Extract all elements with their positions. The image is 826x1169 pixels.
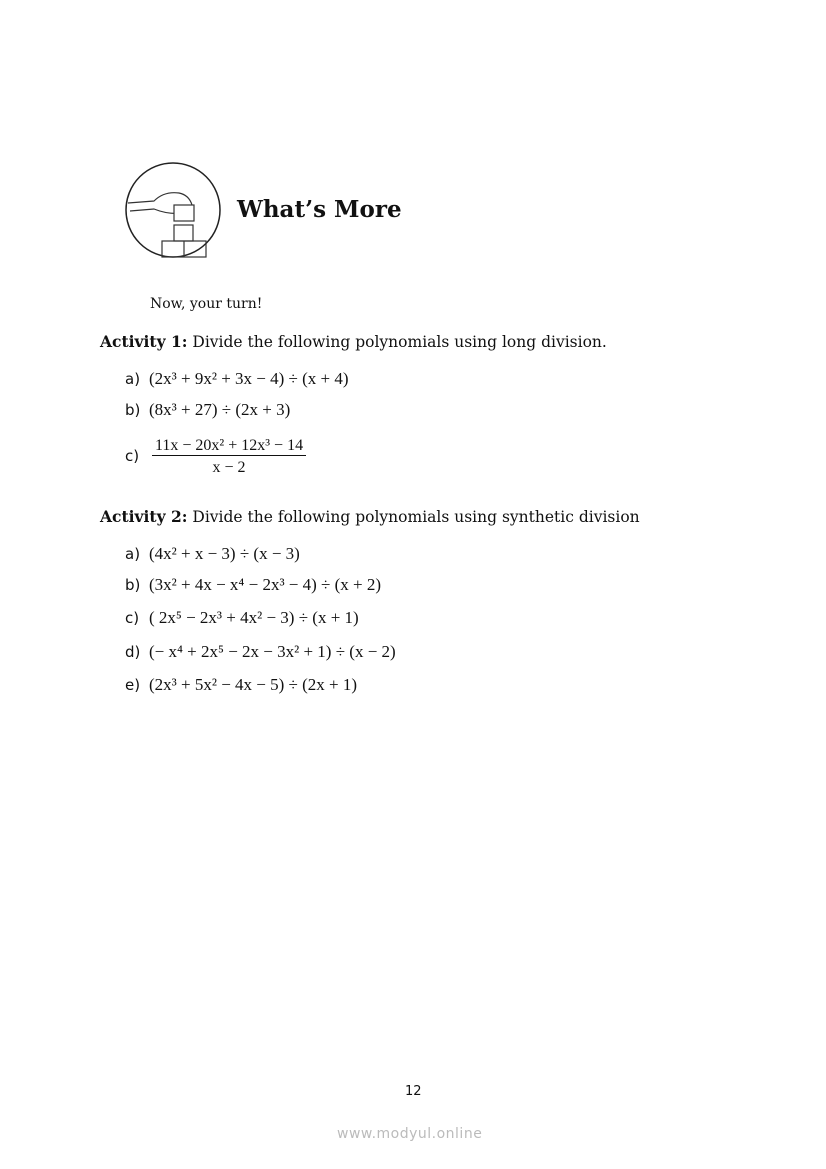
section-title: What’s More — [237, 196, 402, 223]
activity-1-label: Activity 1: — [100, 332, 188, 351]
item-expression: (8x³ + 27) ÷ (2x + 3) — [149, 400, 291, 419]
item-letter: b) — [125, 576, 141, 594]
activity-2-item-a — [125, 544, 300, 564]
item-letter: d) — [125, 643, 141, 661]
activity-2-item-e — [125, 675, 357, 695]
intro-text: Now, your turn! — [150, 296, 263, 312]
item-letter: b) — [125, 401, 141, 419]
activity-1-instruction: Divide the following polynomials using long division. — [187, 333, 607, 351]
activity-1-heading — [100, 332, 607, 351]
hand-stacking-blocks-icon — [124, 161, 222, 259]
watermark: www.modyul.online — [337, 1126, 483, 1142]
item-expression: (2x³ + 9x² + 3x − 4) ÷ (x + 4) — [149, 369, 349, 388]
item-letter: c) — [125, 609, 140, 627]
activity-2-instruction: Divide the following polynomials using synthetic division — [187, 508, 640, 526]
item-expression: (2x³ + 5x² − 4x − 5) ÷ (2x + 1) — [149, 675, 358, 694]
fraction-numerator: 11x − 20x² + 12x³ − 14 — [152, 437, 306, 456]
activity-1-item-a — [125, 369, 349, 389]
item-expression: (− x⁴ + 2x⁵ − 2x − 3x² + 1) ÷ (x − 2) — [149, 642, 396, 661]
item-letter: a) — [125, 545, 141, 563]
item-expression: ( 2x⁵ − 2x³ + 4x² − 3) ÷ (x + 1) — [149, 608, 359, 627]
activity-2-item-d — [125, 642, 396, 662]
page-number: 12 — [405, 1084, 422, 1099]
item-expression: (4x² + x − 3) ÷ (x − 3) — [149, 544, 300, 563]
item-letter: a) — [125, 370, 141, 388]
activity-2-heading — [100, 507, 640, 526]
fraction-denominator: x − 2 — [212, 459, 246, 476]
item-expression: (3x² + 4x − x⁴ − 2x³ − 4) ÷ (x + 2) — [149, 575, 382, 594]
activity-1-item-b — [125, 400, 290, 420]
item-letter: e) — [125, 676, 141, 694]
activity-1-item-c-letter: c) — [125, 447, 140, 465]
activity-2-item-c — [125, 608, 359, 628]
activity-2-item-b — [125, 575, 381, 595]
activity-2-label: Activity 2: — [100, 507, 188, 526]
activity-1-item-c-fraction — [152, 437, 306, 477]
